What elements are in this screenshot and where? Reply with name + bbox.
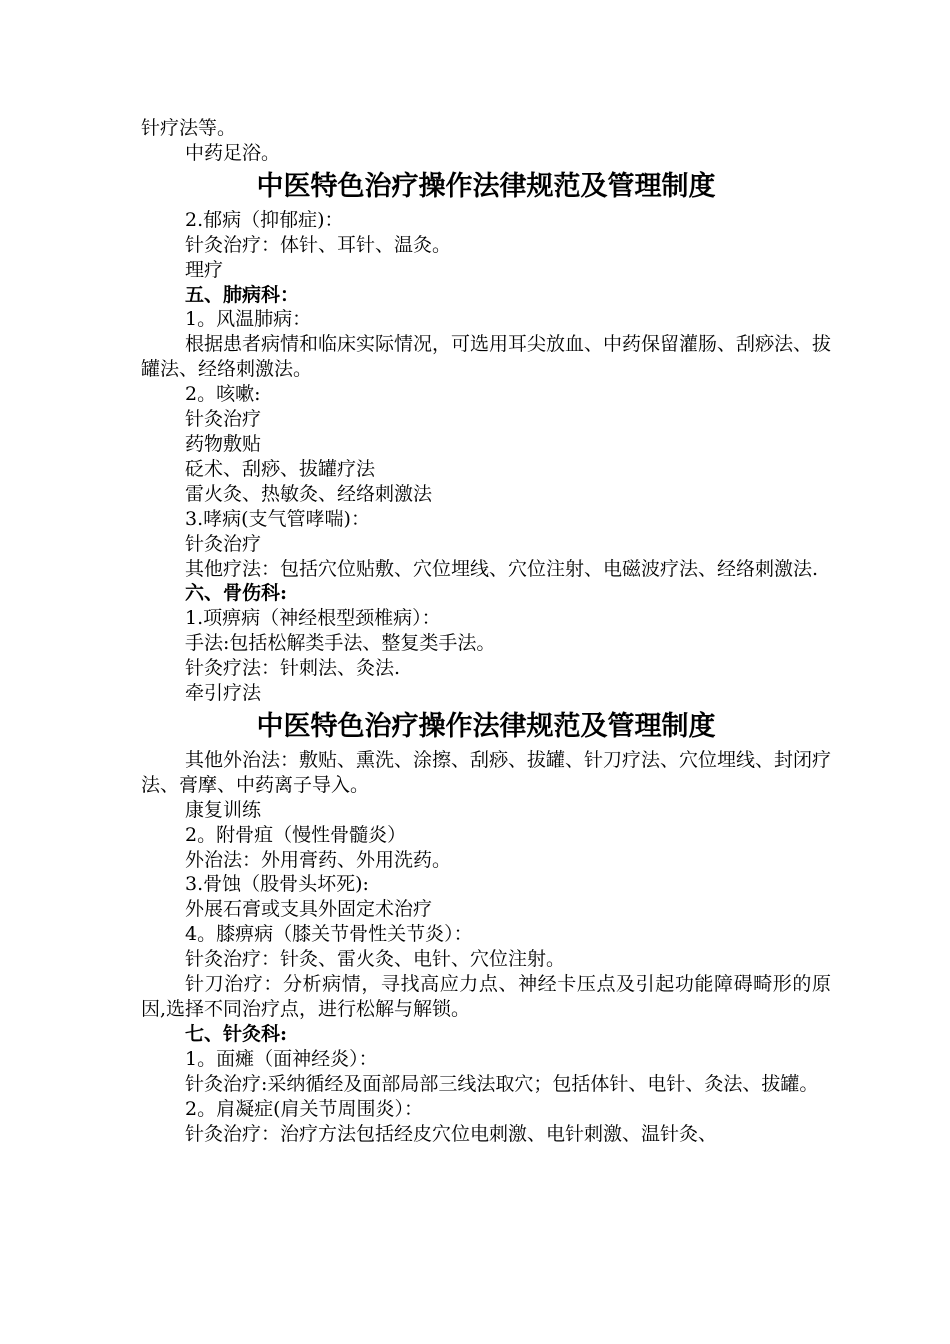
paragraph: 根据患者病情和临床实际情况，可选用耳尖放血、中药保留灌肠、刮痧法、拔罐法、经络刺激法。 [141, 333, 832, 381]
subsection-title: 五、肺病科： [185, 283, 300, 306]
text-line: 2。附骨疽（慢性骨髓炎） [185, 823, 407, 846]
text-line: 针灸治疗：体针、耳针、温灸。 [185, 233, 452, 256]
text-line: 外展石膏或支具外固定术治疗 [185, 898, 433, 921]
text-line: 中药足浴。 [185, 141, 281, 164]
text-line: 3.哮病(支气管哮喘)： [185, 507, 370, 530]
subsection-title: 六、骨伤科: [185, 582, 288, 605]
text-line: 针疗法等。 [141, 117, 237, 139]
text-line: 砭术、刮痧、拔罐疗法 [185, 457, 376, 480]
section-heading: 中医特色治疗操作法律规范及管理制度 [256, 170, 716, 202]
text-line: 1.项痹病（神经根型颈椎病）： [185, 607, 441, 630]
text-line: 药物敷贴 [185, 432, 262, 455]
text-line: 康复训练 [185, 798, 262, 821]
text-line: 3.骨蚀（股骨头坏死): [185, 873, 369, 896]
subsection-title: 七、针灸科: [185, 1022, 288, 1045]
document-body [141, 116, 831, 1146]
paragraph: 其他外治法：敷贴、熏洗、涂擦、刮痧、拔罐、针刀疗法、穴位埋线、封闭疗法、膏摩、中药离子导入。 [141, 748, 832, 796]
text-line: 针灸治疗：针灸、雷火灸、电针、穴位注射。 [185, 948, 566, 971]
text-line: 2.郁病（抑郁症)： [185, 208, 344, 231]
paragraph: 针刀治疗：分析病情，寻找高应力点、神经卡压点及引起功能障碍畸形的原因,选择不同治疗点，进行松解与解锁。 [141, 973, 831, 1020]
text-line: 针灸疗法：针刺法、灸法. [185, 657, 401, 680]
text-line: 2。咳嗽: [185, 383, 261, 406]
text-line: 2。肩凝症(肩关节周围炎）： [185, 1097, 424, 1120]
text-line: 1。风温肺病： [185, 308, 312, 331]
text-line: 外治法：外用膏药、外用洗药。 [185, 848, 452, 871]
text-line: 牵引疗法 [185, 682, 262, 705]
text-line: 1。面瘫（面神经炎）： [185, 1047, 378, 1070]
text-line: 针灸治疗 [185, 532, 262, 555]
text-line: 4。膝痹病（膝关节骨性关节炎）： [185, 923, 473, 946]
text-line: 雷火灸、热敏灸、经络刺激法 [185, 482, 433, 505]
paragraph: 其他疗法：包括穴位贴敷、穴位埋线、穴位注射、电磁波疗法、经络刺激法. [185, 557, 819, 580]
section-heading: 中医特色治疗操作法律规范及管理制度 [256, 710, 716, 742]
text-line: 针灸治疗 [185, 408, 262, 431]
text-line: 手法:包括松解类手法、整复类手法。 [185, 632, 496, 655]
text-line: 理疗 [185, 258, 224, 281]
text-line: 针灸治疗：治疗方法包括经皮穴位电刺激、电针刺激、温针灸、 [185, 1122, 718, 1145]
paragraph: 针灸治疗:采纳循经及面部局部三线法取穴；包括体针、电针、灸法、拔罐。 [185, 1072, 819, 1095]
